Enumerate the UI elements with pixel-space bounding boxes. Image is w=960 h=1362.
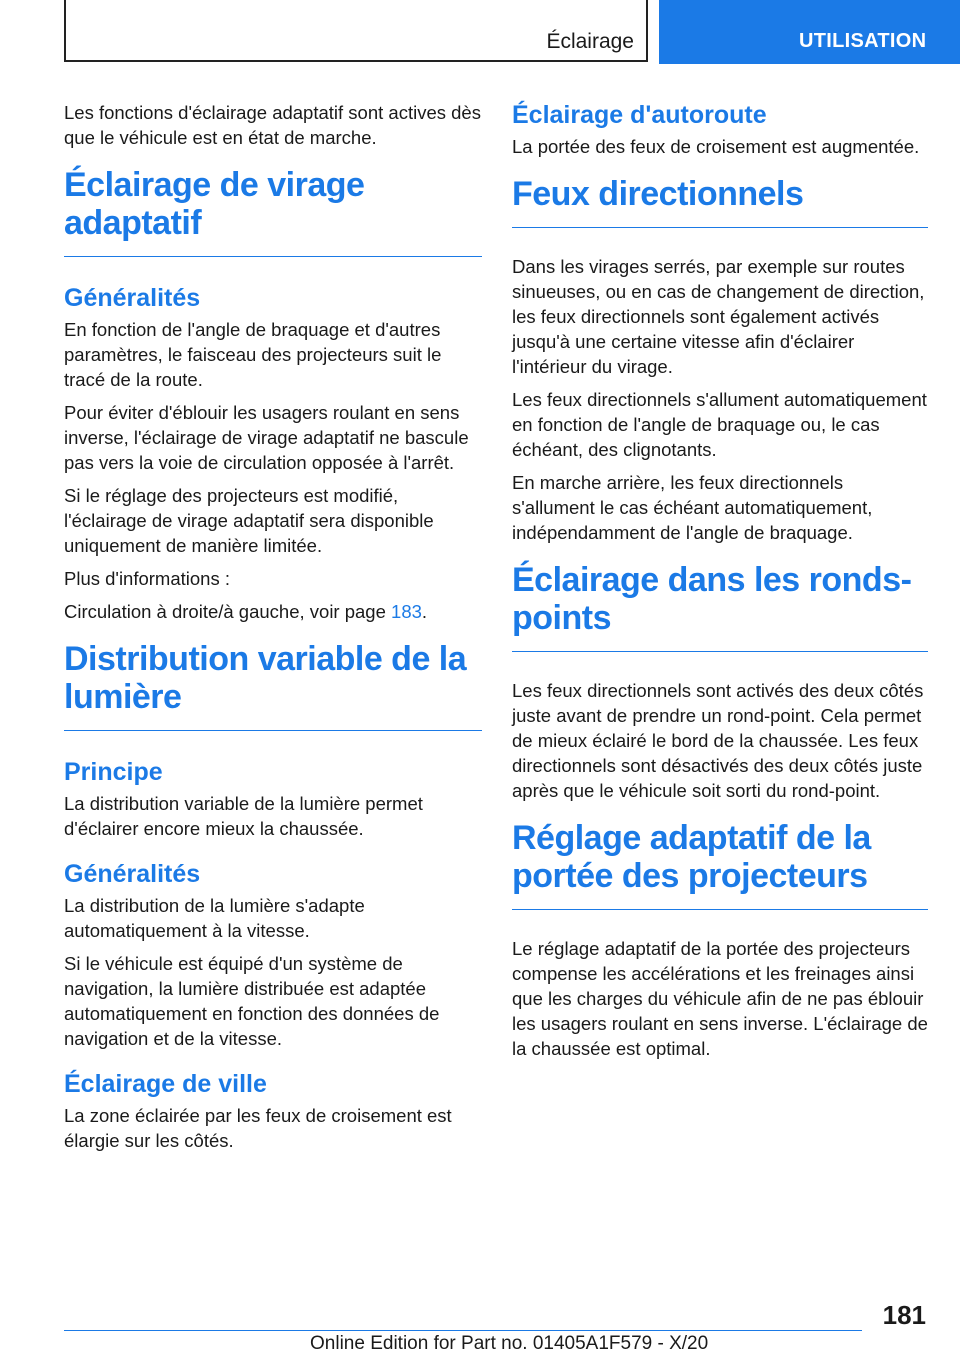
header-section-label: UTILISATION [799,30,927,52]
heading-ronds-points: Éclairage dans les ronds-points [512,561,928,652]
header-title-box [64,0,648,62]
reference-end: . [421,601,428,622]
footer-edition: Online Edition for Part no. 01405A1F579 - X/20 [310,1333,709,1354]
paragraph: Les feux directionnels s'allument automatiquement en fonction de l'angle de braquage ou, le cas échéant, des clignotants. [512,389,927,460]
paragraph: Si le réglage des projecteurs est modifié, l'éclairage de virage adaptatif sera disponible uniquement de manière limitée. [64,485,434,556]
left-column [64,100,482,1161]
subheading-generalites: Généralités [64,284,201,312]
heading-distribution-variable: Distribution variable de la lumière [64,640,482,731]
subheading-principe: Principe [64,758,163,786]
paragraph: La distribution de la lumière s'adapte automatiquement à la vitesse. [64,895,365,941]
page-number: 181 [882,1300,926,1330]
paragraph: La zone éclairée par les feux de croisement est élargie sur les côtés. [64,1105,452,1151]
header-chapter-title: Éclairage [546,30,634,53]
header-section-tab [659,0,960,64]
paragraph: Les feux directionnels sont activés des deux côtés juste avant de prendre un rond-point. Cela permet de mieux éclairé le bord de la chaussée. Les feux directionnels sont désactivés des deux côtés juste après que le véhicule soit sorti du rond-point. [512,680,924,801]
reference-text: Circulation à droite/à gauche, voir page [64,601,392,622]
subheading-generalites: Généralités [64,860,201,888]
subheading-eclairage-ville: Éclairage de ville [64,1070,267,1098]
paragraph: Le réglage adaptatif de la portée des projecteurs compense les accélérations et les freinages ainsi que les charges du véhicule afin de ne pas éblouir les usagers roulant en sens inverse. L'éclairage de la chaussée est optimal. [512,938,928,1059]
footer-divider [64,1330,862,1331]
page-link[interactable]: 183 [391,601,422,622]
paragraph: En fonction de l'angle de braquage et d'autres paramètres, le faisceau des projecteurs suit le tracé de la route. [64,319,442,390]
paragraph: Pour éviter d'éblouir les usagers roulant en sens inverse, l'éclairage de virage adaptatif ne bascule pas vers la voie de circulation opposée à l'arrêt. [64,402,469,473]
page-reference-paragraph [64,599,482,624]
heading-reglage-adaptatif: Réglage adaptatif de la portée des projecteurs [512,819,928,910]
paragraph: En marche arrière, les feux directionnels s'allument le cas échéant automatiquement, indépendamment de l'angle de braquage. [512,472,873,543]
right-column [512,100,928,1069]
paragraph: Plus d'informations : [64,568,230,589]
heading-eclairage-virage: Éclairage de virage adaptatif [64,166,482,257]
paragraph: La portée des feux de croisement est augmentée. [512,136,920,157]
heading-feux-directionnels: Feux directionnels [512,175,928,228]
paragraph: Si le véhicule est équipé d'un système de navigation, la lumière distribuée est adaptée automatiquement en fonction des données de navigation et de la vitesse. [64,953,440,1049]
subheading-eclairage-autoroute: Éclairage d'autoroute [512,101,767,129]
paragraph: Dans les virages serrés, par exemple sur routes sinueuses, ou en cas de changement de direction, les feux directionnels sont également activés jusqu'à une certaine vitesse afin d'éclairer l'intérieur du virage. [512,256,925,377]
paragraph: La distribution variable de la lumière permet d'éclairer encore mieux la chaussée. [64,793,423,839]
intro-paragraph: Les fonctions d'éclairage adaptatif sont actives dès que le véhicule est en état de marche. [64,102,481,148]
